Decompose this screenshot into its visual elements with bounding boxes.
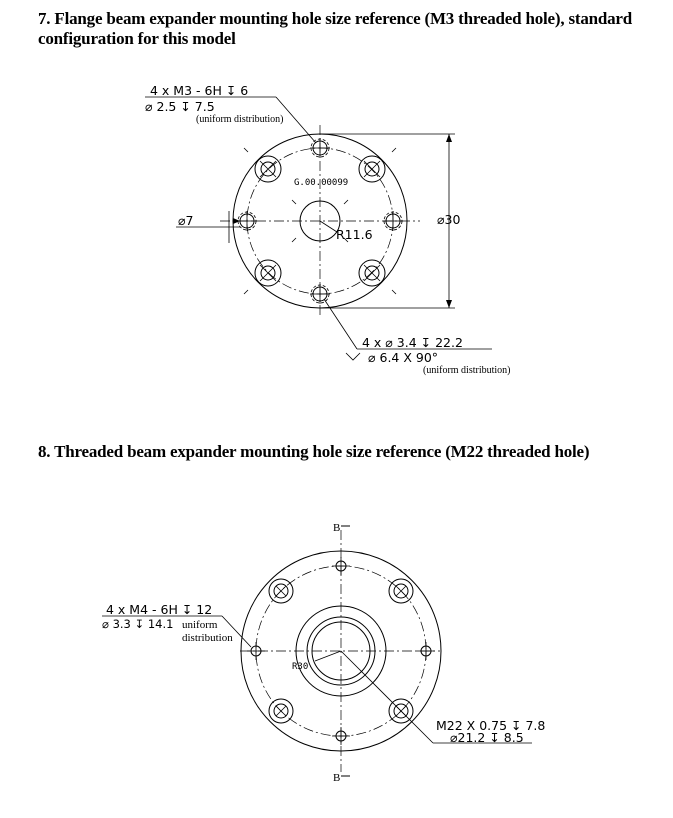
left-diameter-dim: ⌀7	[178, 213, 194, 228]
threaded-drawing	[102, 522, 545, 784]
section-mark-bottom: B	[333, 772, 341, 784]
radius-label: R11.6	[336, 227, 373, 242]
m3-threaded-hole-top	[310, 138, 330, 158]
callout-bottom-line2: ⌀ 6.4 X 90°	[368, 350, 439, 365]
callout-left-note-a: uniform	[182, 619, 218, 631]
diagonal-hole-top-right	[389, 579, 413, 603]
callout-top-note: (uniform distribution)	[196, 114, 284, 125]
right-diameter-dim: ⌀30	[437, 212, 461, 227]
diagonal-hole-top-left	[269, 579, 293, 603]
countersunk-hole-bottom-left	[255, 260, 281, 286]
m4-hole-bottom	[332, 727, 350, 745]
center-marking: G.00.00099	[294, 178, 349, 188]
callout-top-line2: ⌀ 2.5 ↧ 7.5	[145, 99, 215, 114]
callout-right-line2: ⌀21.2 ↧ 8.5	[450, 730, 524, 745]
m3-threaded-hole-bottom	[310, 284, 330, 304]
m3-threaded-hole-right	[383, 211, 403, 231]
callout-left-note-b: distribution	[182, 632, 233, 644]
callout-bottom-note: (uniform distribution)	[423, 365, 511, 376]
callout-left-line1: 4 x M4 - 6H ↧ 12	[106, 602, 213, 617]
m4-hole-top	[332, 557, 350, 575]
section-8-heading: 8. Threaded beam expander mounting hole size reference (M22 threaded hole)	[38, 442, 590, 461]
m4-hole-left	[247, 642, 265, 660]
section-7-heading: 7. Flange beam expander mounting hole size reference (M3 threaded hole), standard configuration for this model	[38, 9, 633, 48]
callout-bottom-line1: 4 x ⌀ 3.4 ↧ 22.2	[362, 335, 463, 350]
radius-label-r30: R30	[292, 662, 309, 672]
m4-hole-right	[417, 642, 435, 660]
section-mark-top: B	[333, 522, 341, 534]
diagonal-hole-bottom-left	[269, 699, 293, 723]
callout-right-line1: M22 X 0.75 ↧ 7.8	[436, 718, 546, 733]
flange-drawing	[145, 83, 511, 376]
countersunk-hole-top-left	[255, 156, 281, 182]
callout-top-line1: 4 x M3 - 6H ↧ 6	[150, 83, 249, 98]
callout-left-line2: ⌀ 3.3 ↧ 14.1	[102, 617, 174, 631]
countersunk-hole-bottom-right	[359, 260, 385, 286]
countersunk-hole-top-right	[359, 156, 385, 182]
